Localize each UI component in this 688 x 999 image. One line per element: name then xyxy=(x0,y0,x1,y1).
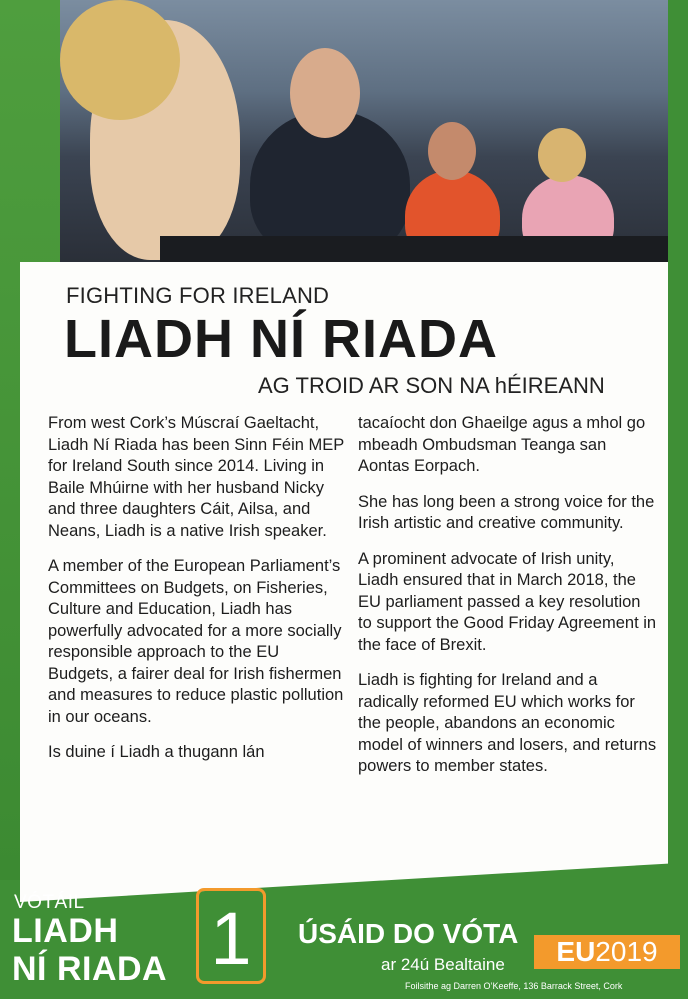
parliament-photo xyxy=(60,0,668,262)
paragraph: A member of the European Parliament’s Committees on Budgets, on Fisheries, Culture and Education, Liadh has powerfully advocated for a more socially responsible approach to the EU Budgets, a fairer deal for Irish fishermen and measures to reduce plastic pollution in our oceans. xyxy=(48,557,344,726)
slogan: ÚSÁID DO VÓTA xyxy=(298,918,519,949)
imprint: Foilsithe ag Darren O’Keeffe, 136 Barrack Street, Cork xyxy=(405,981,623,991)
candidate-name-line2: NÍ RIADA xyxy=(12,950,168,988)
badge-eu: EU xyxy=(556,936,596,967)
article-kicker: FIGHTING FOR IRELAND xyxy=(66,283,330,308)
election-date: ar 24ú Bealtaine xyxy=(381,955,505,974)
paragraph: Liadh is fighting for Ireland and a radically reformed EU which works for the people, abandons an economic model of winners and losers, and returns powers to member states. xyxy=(358,671,657,775)
article-column-left xyxy=(48,413,348,778)
preference-number-box: 1 xyxy=(196,888,266,984)
desk xyxy=(160,236,668,262)
paragraph: tacaíocht don Ghaeilge agus a mhol go mbeadh Ombudsman Teanga san Aontas Eorpach. xyxy=(358,414,646,475)
paragraph: She has long been a strong voice for the Irish artistic and creative community. xyxy=(358,492,655,532)
paragraph: Is duine í Liadh a thugann lán xyxy=(48,743,265,761)
person-figure xyxy=(290,48,360,138)
paragraph: From west Cork’s Múscraí Gaeltacht, Liadh Ní Riada has been Sinn Féin MEP for Ireland South since 2014. Living in Baile Mhúirne with her husband Nicky and three daughters Cáit, Ailsa, and Neans, Liadh is a native Irish speaker. xyxy=(48,414,344,540)
article-subhead: AG TROID AR SON NA hÉIREANN xyxy=(258,373,605,398)
eu-2019-badge xyxy=(534,935,680,969)
person-figure xyxy=(60,0,180,120)
person-figure xyxy=(538,128,586,182)
article-headline: LIADH NÍ RIADA xyxy=(64,309,498,369)
paragraph: A prominent advocate of Irish unity, Liadh ensured that in March 2018, the EU parliament passed a key resolution to support the Good Friday Agreement in the face of Brexit. xyxy=(358,549,657,654)
candidate-name-line1: LIADH xyxy=(12,912,119,950)
person-figure xyxy=(428,122,476,180)
vote-label: VÓTÁIL xyxy=(14,892,85,913)
badge-year: 2019 xyxy=(595,936,658,967)
article-column-right xyxy=(358,413,658,792)
